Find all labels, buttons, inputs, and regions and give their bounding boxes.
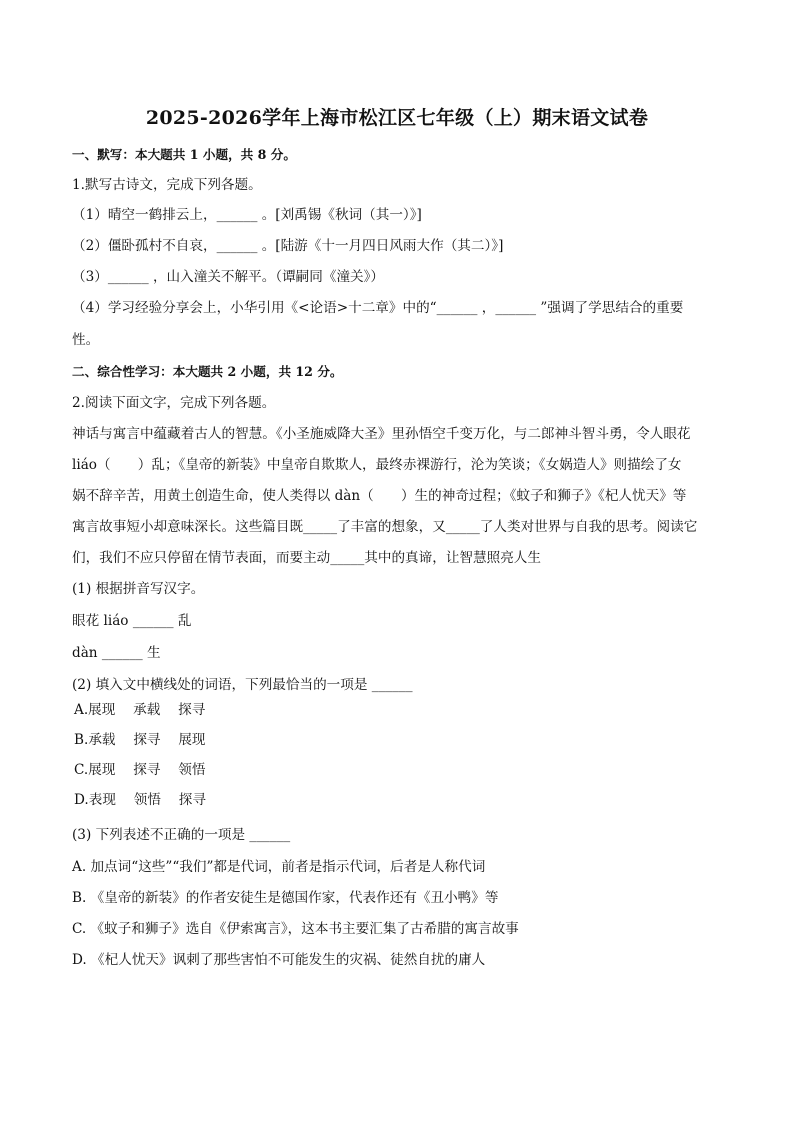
option-letter: C. (74, 762, 89, 778)
q2-sub1-prompt: (1) 根据拼音写汉字。 (72, 581, 205, 597)
q2-passage-line-4: 寓言故事短小却意味深长。这些篇目既_____了丰富的想象，又_____了人类对世界与自我的思考。阅读它 (72, 519, 698, 535)
option-word: 探寻 (178, 702, 206, 718)
q1-item-3: （3）______ ，山入潼关不解平。（谭嗣同《潼关》） (72, 269, 385, 285)
option-word: 探寻 (178, 792, 206, 808)
q2-sub3-option-b: B. 《皇帝的新装》的作者安徒生是德国作家，代表作还有《丑小鸭》等 (72, 890, 499, 906)
q2-sub1-answer-2: dàn ______ 生 (72, 645, 161, 661)
option-word: 展现 (88, 762, 116, 778)
q2-sub1-answer-1: 眼花 liáo ______ 乱 (72, 613, 192, 629)
q2-passage-line-5: 们，我们不应只停留在情节表面，而要主动_____其中的真谛，让智慧照亮人生 (72, 550, 541, 566)
option-letter: B. (74, 732, 89, 748)
q2-sub2-option-d (74, 791, 734, 809)
q1-item-4-continued: 性。 (72, 332, 100, 348)
option-word: 探寻 (133, 732, 161, 748)
q2-passage-line-2: liáo（ ）乱；《皇帝的新装》中皇帝自欺欺人，最终赤裸游行，沦为笑谈；《女娲造人》则描绘了女 (72, 457, 682, 473)
option-word: 承载 (133, 702, 161, 718)
q1-item-4: （4）学习经验分享会上，小华引用《<论语>十二章》中的“______ ，______ ”强调了学思结合的重要 (72, 300, 684, 316)
q2-sub3-prompt: (3) 下列表述不正确的一项是 ______ (72, 827, 291, 843)
q2-sub2-option-a (74, 701, 734, 719)
q2-sub2-option-c (74, 761, 734, 779)
section-2-heading: 二、综合性学习：本大题共 2 小题，共 12 分。 (72, 364, 343, 379)
q2-sub3-option-d: D. 《杞人忧天》讽刺了那些害怕不可能发生的灾祸、徒然自扰的庸人 (72, 952, 486, 968)
q2-stem: 2.阅读下面文字，完成下列各题。 (72, 395, 276, 411)
option-word: 展现 (88, 702, 116, 718)
q1-item-1: （1）晴空一鹤排云上，______ 。[刘禹锡《秋词（其一）》] (72, 207, 422, 223)
q2-passage-line-3: 娲不辞辛苦，用黄土创造生命，使人类得以 dàn（ ）生的神奇过程；《蚊子和狮子》《杞人忧天》等 (72, 488, 687, 504)
q2-sub2-prompt: (2) 填入文中横线处的词语，下列最恰当的一项是 ______ (72, 677, 413, 693)
option-word: 承载 (88, 732, 116, 748)
q2-sub3-option-c: C. 《蚊子和狮子》选自《伊索寓言》，这本书主要汇集了古希腊的寓言故事 (72, 921, 519, 937)
q2-sub3-option-a: A. 加点词“这些”“我们”都是代词，前者是指示代词，后者是人称代词 (72, 859, 486, 875)
q2-sub2-option-b (74, 731, 734, 749)
option-word: 探寻 (133, 762, 161, 778)
option-word: 领悟 (133, 792, 161, 808)
option-word: 领悟 (178, 762, 206, 778)
option-letter: D. (74, 792, 89, 808)
q2-passage-line-1: 神话与寓言中蕴藏着古人的智慧。《小圣施威降大圣》里孙悟空千变万化，与二郎神斗智斗勇，令人眼花 (72, 426, 691, 442)
section-1-heading: 一、默写：本大题共 1 小题，共 8 分。 (72, 147, 296, 162)
option-word: 展现 (178, 732, 206, 748)
q1-item-2: （2）僵卧孤村不自哀，______ 。[陆游《十一月四日风雨大作（其二）》] (72, 238, 504, 254)
option-word: 表现 (88, 792, 116, 808)
option-letter: A. (74, 702, 89, 718)
q1-stem: 1.默写古诗文，完成下列各题。 (72, 177, 262, 193)
exam-title: 2025-2026学年上海市松江区七年级（上）期末语文试卷 (145, 107, 649, 129)
